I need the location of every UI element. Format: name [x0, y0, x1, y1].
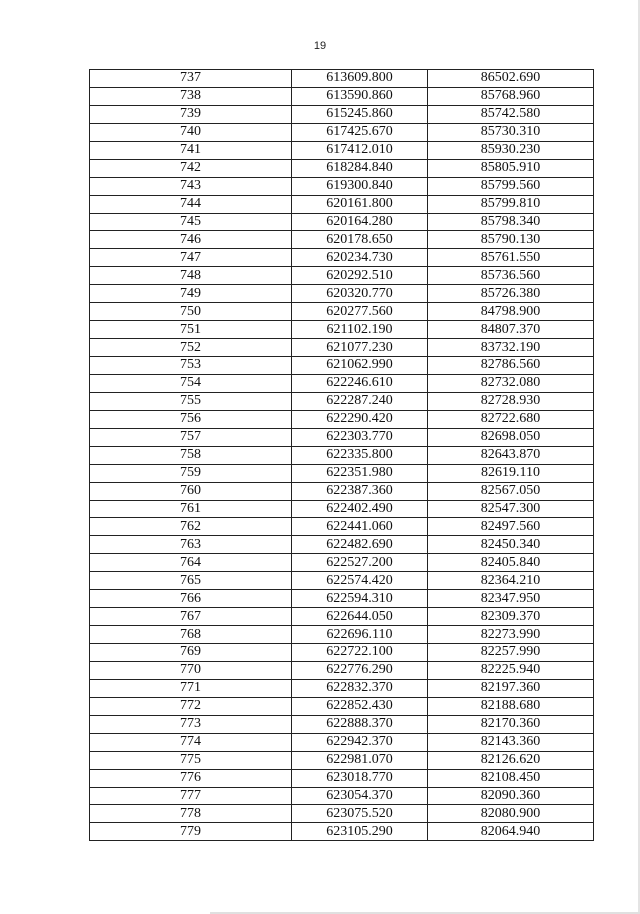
y-coordinate-cell: 82698.050 [428, 428, 594, 446]
y-coordinate-cell: 82273.990 [428, 626, 594, 644]
x-coordinate-cell: 622287.240 [292, 392, 428, 410]
x-coordinate-cell: 622722.100 [292, 644, 428, 662]
y-coordinate-cell: 85736.560 [428, 267, 594, 285]
point-number-cell: 763 [90, 536, 292, 554]
point-number-cell: 771 [90, 679, 292, 697]
y-coordinate-cell: 84798.900 [428, 303, 594, 321]
point-number-cell: 759 [90, 464, 292, 482]
table-row [90, 285, 594, 303]
x-coordinate-cell: 618284.840 [292, 159, 428, 177]
point-number-cell: 754 [90, 374, 292, 392]
table-row [90, 554, 594, 572]
y-coordinate-cell: 85798.340 [428, 213, 594, 231]
x-coordinate-cell: 622335.800 [292, 446, 428, 464]
point-number-cell: 776 [90, 769, 292, 787]
x-coordinate-cell: 620178.650 [292, 231, 428, 249]
table-row [90, 392, 594, 410]
point-number-cell: 772 [90, 697, 292, 715]
y-coordinate-cell: 82188.680 [428, 697, 594, 715]
x-coordinate-cell: 622387.360 [292, 482, 428, 500]
table-row [90, 195, 594, 213]
point-number-cell: 753 [90, 357, 292, 375]
point-number-cell: 768 [90, 626, 292, 644]
y-coordinate-cell: 86502.690 [428, 70, 594, 88]
point-number-cell: 774 [90, 733, 292, 751]
x-coordinate-cell: 622942.370 [292, 733, 428, 751]
table-row [90, 70, 594, 88]
x-coordinate-cell: 621062.990 [292, 357, 428, 375]
y-coordinate-cell: 82405.840 [428, 554, 594, 572]
y-coordinate-cell: 82143.360 [428, 733, 594, 751]
point-number-cell: 755 [90, 392, 292, 410]
table-row [90, 482, 594, 500]
point-number-cell: 769 [90, 644, 292, 662]
table-row [90, 446, 594, 464]
table-row [90, 823, 594, 841]
point-number-cell: 767 [90, 608, 292, 626]
point-number-cell: 744 [90, 195, 292, 213]
x-coordinate-cell: 620164.280 [292, 213, 428, 231]
table-row [90, 787, 594, 805]
point-number-cell: 775 [90, 751, 292, 769]
x-coordinate-cell: 619300.840 [292, 177, 428, 195]
x-coordinate-cell: 622644.050 [292, 608, 428, 626]
point-number-cell: 760 [90, 482, 292, 500]
x-coordinate-cell: 620320.770 [292, 285, 428, 303]
y-coordinate-cell: 85768.960 [428, 87, 594, 105]
x-coordinate-cell: 617425.670 [292, 123, 428, 141]
table-row [90, 518, 594, 536]
x-coordinate-cell: 623075.520 [292, 805, 428, 823]
x-coordinate-cell: 623105.290 [292, 823, 428, 841]
point-number-cell: 770 [90, 661, 292, 679]
x-coordinate-cell: 622776.290 [292, 661, 428, 679]
x-coordinate-cell: 620277.560 [292, 303, 428, 321]
y-coordinate-cell: 82364.210 [428, 572, 594, 590]
y-coordinate-cell: 82786.560 [428, 357, 594, 375]
table-row [90, 536, 594, 554]
point-number-cell: 764 [90, 554, 292, 572]
page-number: 19 [313, 40, 327, 52]
coordinates-table [89, 69, 594, 841]
point-number-cell: 738 [90, 87, 292, 105]
table-row [90, 572, 594, 590]
point-number-cell: 739 [90, 105, 292, 123]
x-coordinate-cell: 621077.230 [292, 339, 428, 357]
x-coordinate-cell: 622981.070 [292, 751, 428, 769]
table-row [90, 141, 594, 159]
x-coordinate-cell: 615245.860 [292, 105, 428, 123]
point-number-cell: 757 [90, 428, 292, 446]
y-coordinate-cell: 82728.930 [428, 392, 594, 410]
x-coordinate-cell: 613609.800 [292, 70, 428, 88]
point-number-cell: 740 [90, 123, 292, 141]
y-coordinate-cell: 82170.360 [428, 715, 594, 733]
table-row [90, 177, 594, 195]
point-number-cell: 761 [90, 500, 292, 518]
point-number-cell: 752 [90, 339, 292, 357]
table-row [90, 715, 594, 733]
table-row [90, 303, 594, 321]
x-coordinate-cell: 622696.110 [292, 626, 428, 644]
x-coordinate-cell: 622290.420 [292, 410, 428, 428]
y-coordinate-cell: 82309.370 [428, 608, 594, 626]
y-coordinate-cell: 84807.370 [428, 321, 594, 339]
table-row [90, 500, 594, 518]
table-row [90, 105, 594, 123]
x-coordinate-cell: 622594.310 [292, 590, 428, 608]
y-coordinate-cell: 82497.560 [428, 518, 594, 536]
point-number-cell: 745 [90, 213, 292, 231]
point-number-cell: 765 [90, 572, 292, 590]
y-coordinate-cell: 82722.680 [428, 410, 594, 428]
coordinates-table-body [90, 70, 594, 841]
y-coordinate-cell: 85761.550 [428, 249, 594, 267]
x-coordinate-cell: 622574.420 [292, 572, 428, 590]
point-number-cell: 766 [90, 590, 292, 608]
table-row [90, 213, 594, 231]
y-coordinate-cell: 82108.450 [428, 769, 594, 787]
table-row [90, 608, 594, 626]
x-coordinate-cell: 621102.190 [292, 321, 428, 339]
y-coordinate-cell: 82619.110 [428, 464, 594, 482]
x-coordinate-cell: 623054.370 [292, 787, 428, 805]
x-coordinate-cell: 622482.690 [292, 536, 428, 554]
x-coordinate-cell: 620161.800 [292, 195, 428, 213]
table-row [90, 805, 594, 823]
y-coordinate-cell: 85730.310 [428, 123, 594, 141]
y-coordinate-cell: 82347.950 [428, 590, 594, 608]
table-row [90, 267, 594, 285]
table-row [90, 231, 594, 249]
y-coordinate-cell: 85799.560 [428, 177, 594, 195]
y-coordinate-cell: 82080.900 [428, 805, 594, 823]
table-row [90, 321, 594, 339]
table-row [90, 679, 594, 697]
point-number-cell: 751 [90, 321, 292, 339]
table-row [90, 769, 594, 787]
y-coordinate-cell: 85930.230 [428, 141, 594, 159]
y-coordinate-cell: 82450.340 [428, 536, 594, 554]
x-coordinate-cell: 622527.200 [292, 554, 428, 572]
x-coordinate-cell: 622852.430 [292, 697, 428, 715]
table-row [90, 87, 594, 105]
point-number-cell: 778 [90, 805, 292, 823]
table-row [90, 733, 594, 751]
table-row [90, 123, 594, 141]
x-coordinate-cell: 622888.370 [292, 715, 428, 733]
table-row [90, 590, 594, 608]
y-coordinate-cell: 82090.360 [428, 787, 594, 805]
y-coordinate-cell: 83732.190 [428, 339, 594, 357]
point-number-cell: 773 [90, 715, 292, 733]
table-row [90, 159, 594, 177]
point-number-cell: 741 [90, 141, 292, 159]
x-coordinate-cell: 620292.510 [292, 267, 428, 285]
point-number-cell: 779 [90, 823, 292, 841]
table-row [90, 428, 594, 446]
y-coordinate-cell: 85805.910 [428, 159, 594, 177]
y-coordinate-cell: 82257.990 [428, 644, 594, 662]
x-coordinate-cell: 623018.770 [292, 769, 428, 787]
table-row [90, 339, 594, 357]
table-row [90, 464, 594, 482]
y-coordinate-cell: 85790.130 [428, 231, 594, 249]
point-number-cell: 758 [90, 446, 292, 464]
table-row [90, 410, 594, 428]
point-number-cell: 749 [90, 285, 292, 303]
y-coordinate-cell: 85726.380 [428, 285, 594, 303]
y-coordinate-cell: 82567.050 [428, 482, 594, 500]
point-number-cell: 777 [90, 787, 292, 805]
table-row [90, 626, 594, 644]
x-coordinate-cell: 622402.490 [292, 500, 428, 518]
point-number-cell: 748 [90, 267, 292, 285]
x-coordinate-cell: 613590.860 [292, 87, 428, 105]
point-number-cell: 737 [90, 70, 292, 88]
y-coordinate-cell: 82064.940 [428, 823, 594, 841]
point-number-cell: 742 [90, 159, 292, 177]
table-row [90, 357, 594, 375]
x-coordinate-cell: 622351.980 [292, 464, 428, 482]
table-row [90, 249, 594, 267]
point-number-cell: 762 [90, 518, 292, 536]
y-coordinate-cell: 85742.580 [428, 105, 594, 123]
y-coordinate-cell: 82225.940 [428, 661, 594, 679]
y-coordinate-cell: 82126.620 [428, 751, 594, 769]
x-coordinate-cell: 622832.370 [292, 679, 428, 697]
point-number-cell: 750 [90, 303, 292, 321]
point-number-cell: 743 [90, 177, 292, 195]
table-row [90, 661, 594, 679]
point-number-cell: 756 [90, 410, 292, 428]
point-number-cell: 747 [90, 249, 292, 267]
table-row [90, 644, 594, 662]
x-coordinate-cell: 622303.770 [292, 428, 428, 446]
y-coordinate-cell: 85799.810 [428, 195, 594, 213]
y-coordinate-cell: 82197.360 [428, 679, 594, 697]
x-coordinate-cell: 617412.010 [292, 141, 428, 159]
y-coordinate-cell: 82547.300 [428, 500, 594, 518]
x-coordinate-cell: 622246.610 [292, 374, 428, 392]
point-number-cell: 746 [90, 231, 292, 249]
y-coordinate-cell: 82643.870 [428, 446, 594, 464]
x-coordinate-cell: 622441.060 [292, 518, 428, 536]
table-row [90, 697, 594, 715]
table-row [90, 751, 594, 769]
y-coordinate-cell: 82732.080 [428, 374, 594, 392]
table-row [90, 374, 594, 392]
x-coordinate-cell: 620234.730 [292, 249, 428, 267]
